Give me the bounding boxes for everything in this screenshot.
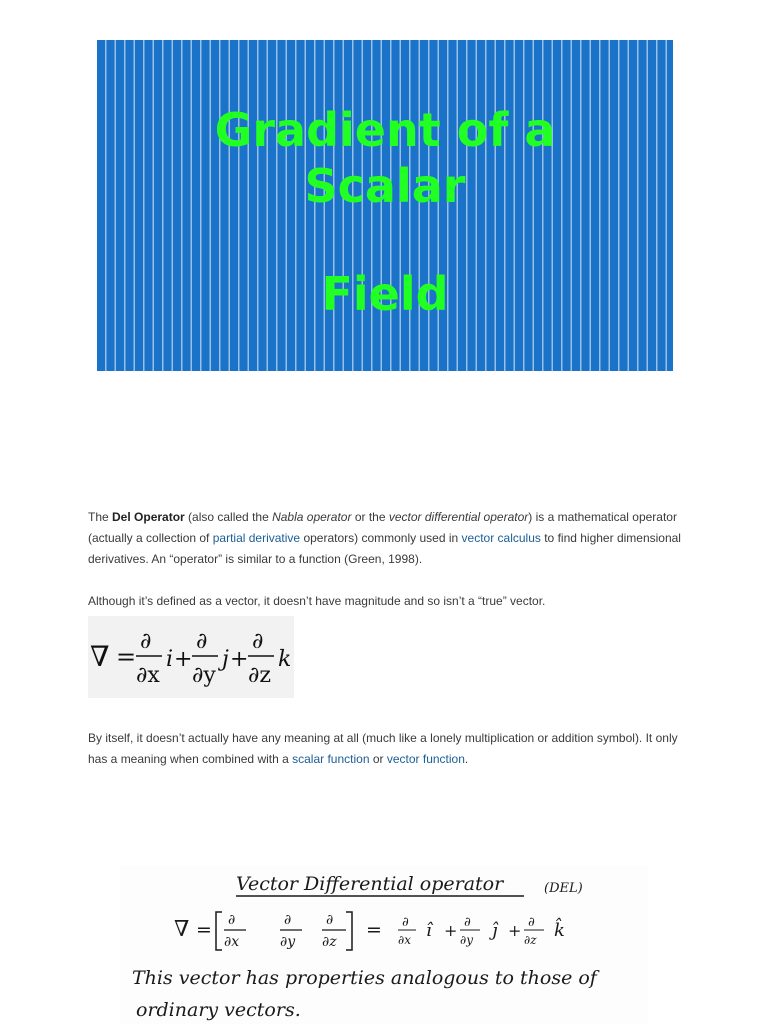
equals-sign: = xyxy=(116,643,137,671)
partial-numerator-y: ∂ xyxy=(196,629,208,654)
left-bracket xyxy=(216,912,222,950)
vector-function-link[interactable]: vector function xyxy=(386,752,465,766)
note-partial-x-num: ∂ xyxy=(228,912,236,928)
del-operator-formula xyxy=(88,616,294,698)
note-line2: ordinary vectors. xyxy=(136,999,301,1021)
partial-denominator-x: ∂x xyxy=(136,663,160,688)
meaning-paragraph xyxy=(88,728,688,770)
note-rhs-partial-x-num: ∂ xyxy=(402,915,409,930)
partial-derivative-link[interactable]: partial derivative xyxy=(212,531,301,545)
right-bracket xyxy=(346,912,352,950)
note-k-hat: k̂ xyxy=(554,920,565,941)
vector-differential-operator-term: vector differential operator xyxy=(388,510,529,524)
note-equals: = xyxy=(366,919,382,941)
text-run: By itself, it doesn’t actually have any meaning at all (much like a lonely multiplication or addition symbol). It only has a meaning when combined with a xyxy=(88,731,678,766)
partial-numerator-z: ∂ xyxy=(252,629,264,654)
unit-k: k xyxy=(278,647,292,672)
formula-svg xyxy=(88,616,294,698)
unit-j: j xyxy=(222,647,229,672)
note-equals: = xyxy=(196,919,212,941)
text-run: (also called the xyxy=(184,510,273,524)
unit-i: i xyxy=(166,647,174,672)
note-rhs-partial-y-den: ∂y xyxy=(460,933,473,947)
plus-sign: + xyxy=(230,647,249,672)
banner-title-line2: Scalar xyxy=(304,159,466,213)
text-run: The xyxy=(88,510,113,524)
vector-calculus-link[interactable]: vector calculus xyxy=(461,531,541,545)
text-run: ) is a mathematical operator (actually a collection of xyxy=(88,510,677,545)
note-rhs-partial-z-den: ∂z xyxy=(524,933,537,947)
note-partial-x-den: ∂x xyxy=(224,934,240,950)
note-partial-z-num: ∂ xyxy=(326,912,334,928)
text-run: operators) commonly used in xyxy=(300,531,462,545)
partial-denominator-z: ∂z xyxy=(248,663,271,688)
note-partial-y-num: ∂ xyxy=(284,912,292,928)
note-rhs-partial-x-den: ∂x xyxy=(398,933,411,947)
nabla-symbol: ∇ xyxy=(90,640,110,673)
banner-title xyxy=(97,102,673,322)
scalar-function-link[interactable]: scalar function xyxy=(292,752,370,766)
note-heading: Vector Differential operator xyxy=(236,873,504,895)
text-run: or the xyxy=(351,510,389,524)
magnitude-paragraph: Although it’s defined as a vector, it doesn’t have magnitude and so isn’t a “true” vector. xyxy=(88,594,546,608)
text-run: to find higher dimensional derivatives. An “operator” is similar to a function (Green, 1998). xyxy=(88,531,681,566)
note-j-hat: ĵ xyxy=(492,920,498,941)
partial-numerator-x: ∂ xyxy=(140,629,152,654)
del-operator-paragraph xyxy=(88,507,688,570)
banner-title-line1: Gradient of a xyxy=(214,103,556,157)
text-run: or xyxy=(369,752,387,766)
note-partial-z-den: ∂z xyxy=(322,934,337,950)
nabla-operator-term: Nabla operator xyxy=(272,510,352,524)
title-banner xyxy=(97,40,673,371)
banner-title-line3: Field xyxy=(321,267,449,321)
note-rhs-partial-y-num: ∂ xyxy=(464,915,471,930)
handwritten-note-svg xyxy=(120,866,648,1024)
plus-sign: + xyxy=(174,647,193,672)
del-operator-term: Del Operator xyxy=(112,510,185,524)
note-plus: + xyxy=(444,921,458,940)
note-partial-y-den: ∂y xyxy=(280,934,296,950)
note-plus: + xyxy=(508,921,522,940)
note-heading-tag: (DEL) xyxy=(544,881,583,896)
note-i-hat: î xyxy=(426,920,432,941)
partial-denominator-y: ∂y xyxy=(192,663,216,688)
note-rhs-partial-z-num: ∂ xyxy=(528,915,535,930)
handwritten-note xyxy=(120,866,648,1024)
note-line1: This vector has properties analogous to those of xyxy=(132,967,597,989)
note-nabla: ∇ xyxy=(174,917,190,942)
text-run: . xyxy=(464,752,469,766)
